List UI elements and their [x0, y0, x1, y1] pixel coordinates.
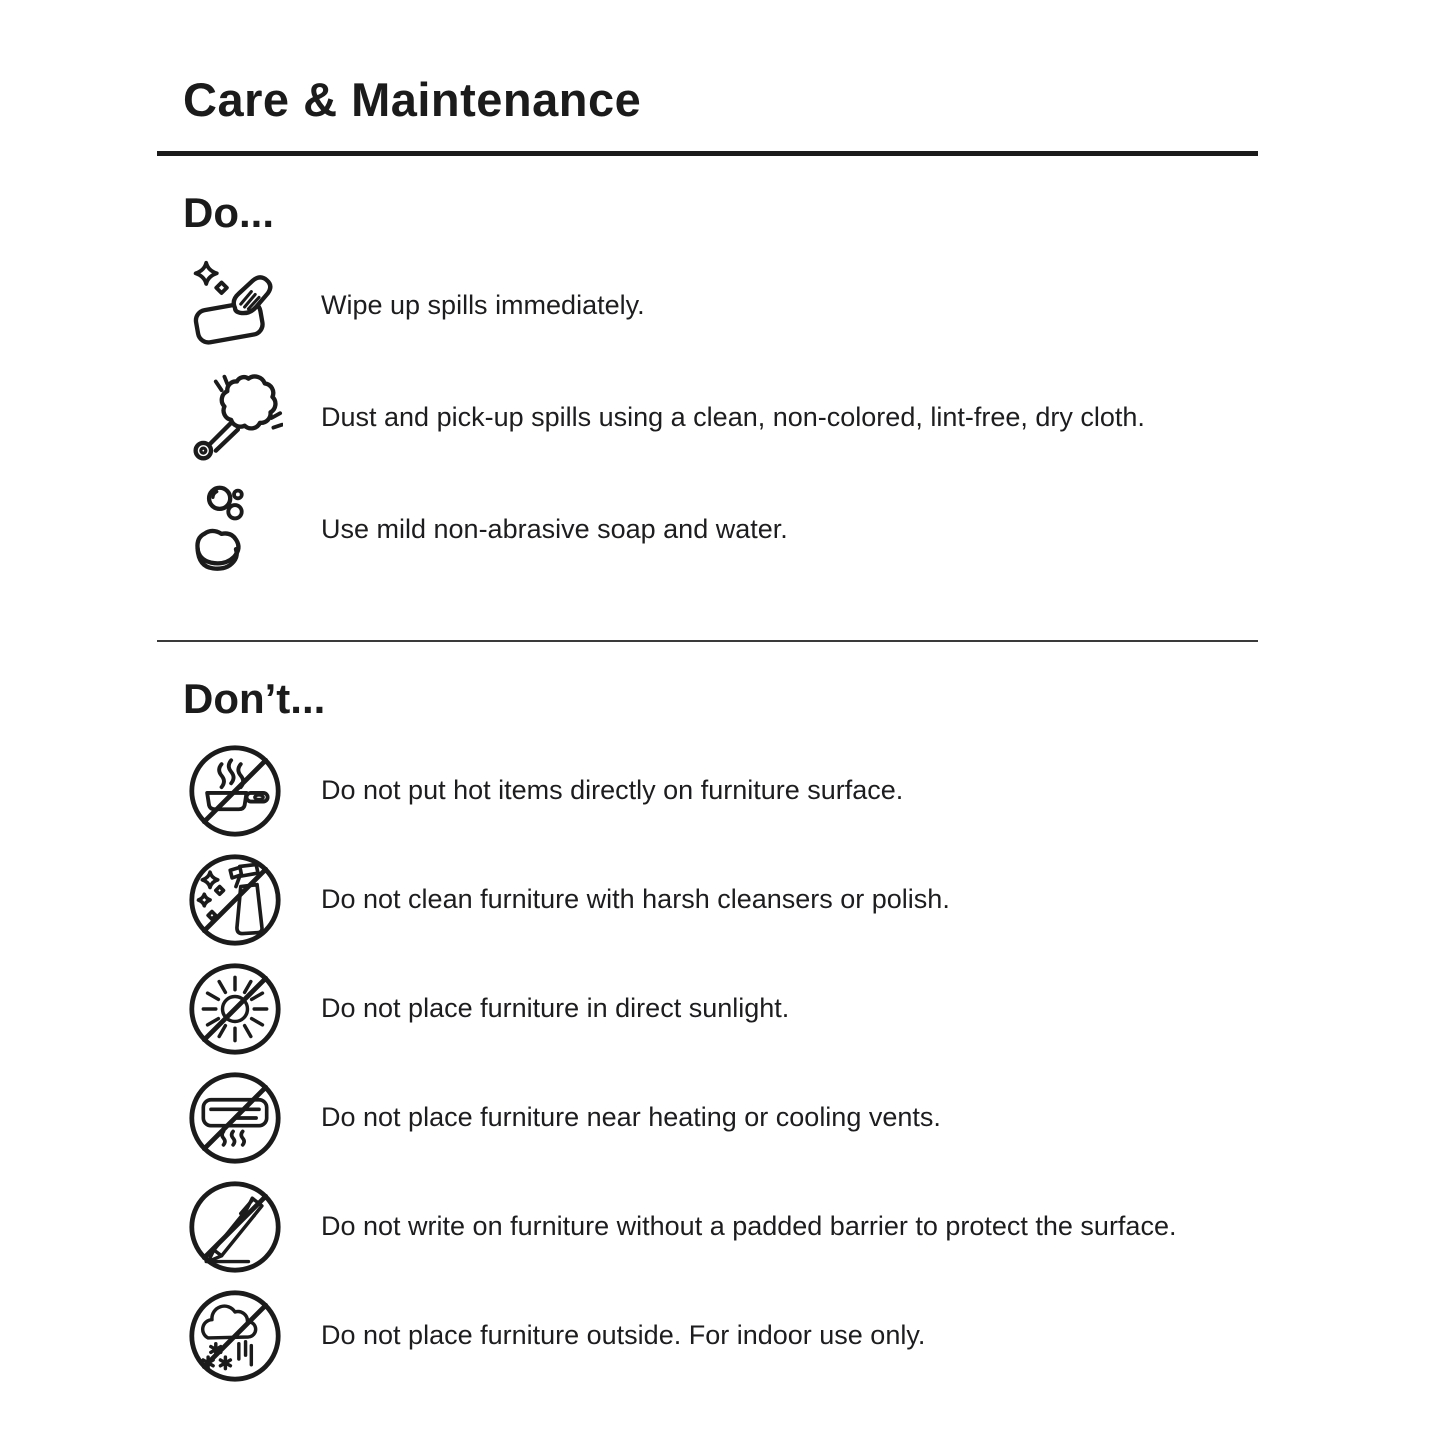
- do-section-list: [157, 250, 1258, 586]
- no-heating-vents-icon: [185, 1068, 285, 1168]
- list-item-text: Dust and pick-up spills using a clean, non-colored, lint-free, dry cloth.: [321, 402, 1145, 432]
- list-item: [157, 250, 1258, 362]
- list-item-text: Do not write on furniture without a padded barrier to protect the surface.: [321, 1210, 1177, 1241]
- no-hot-items-icon: [185, 741, 285, 841]
- list-item: [157, 1281, 1258, 1390]
- title-divider: [157, 151, 1258, 156]
- list-item-text: Wipe up spills immediately.: [321, 290, 645, 320]
- content-column: [157, 0, 1258, 1390]
- list-item: [157, 1172, 1258, 1281]
- list-item: [157, 474, 1258, 586]
- page-title: Care & Maintenance: [183, 73, 642, 126]
- duster-icon: [185, 368, 285, 468]
- list-item: [157, 736, 1258, 845]
- list-item-text: Do not place furniture near heating or cooling vents.: [321, 1101, 941, 1132]
- list-item: [157, 845, 1258, 954]
- no-writing-icon: [185, 1177, 285, 1277]
- dont-section-list: [157, 736, 1258, 1390]
- list-item-text: Do not place furniture outside. For indoor use only.: [321, 1319, 926, 1350]
- no-direct-sunlight-icon: [185, 959, 285, 1059]
- list-item-text: Use mild non-abrasive soap and water.: [321, 514, 788, 544]
- section-divider: [157, 640, 1258, 642]
- list-item-text: Do not put hot items directly on furniture surface.: [321, 774, 904, 805]
- sponge-soap-icon: [185, 480, 285, 580]
- no-harsh-cleansers-icon: [185, 850, 285, 950]
- no-outdoor-icon: [185, 1286, 285, 1386]
- list-item: [157, 954, 1258, 1063]
- dont-section-heading: Don’t...: [183, 674, 326, 722]
- list-item-text: Do not clean furniture with harsh cleansers or polish.: [321, 883, 950, 914]
- list-item: [157, 1063, 1258, 1172]
- do-section-heading: Do...: [183, 188, 274, 236]
- list-item: [157, 362, 1258, 474]
- list-item-text: Do not place furniture in direct sunlight.: [321, 992, 790, 1023]
- wipe-hand-icon: [185, 256, 285, 356]
